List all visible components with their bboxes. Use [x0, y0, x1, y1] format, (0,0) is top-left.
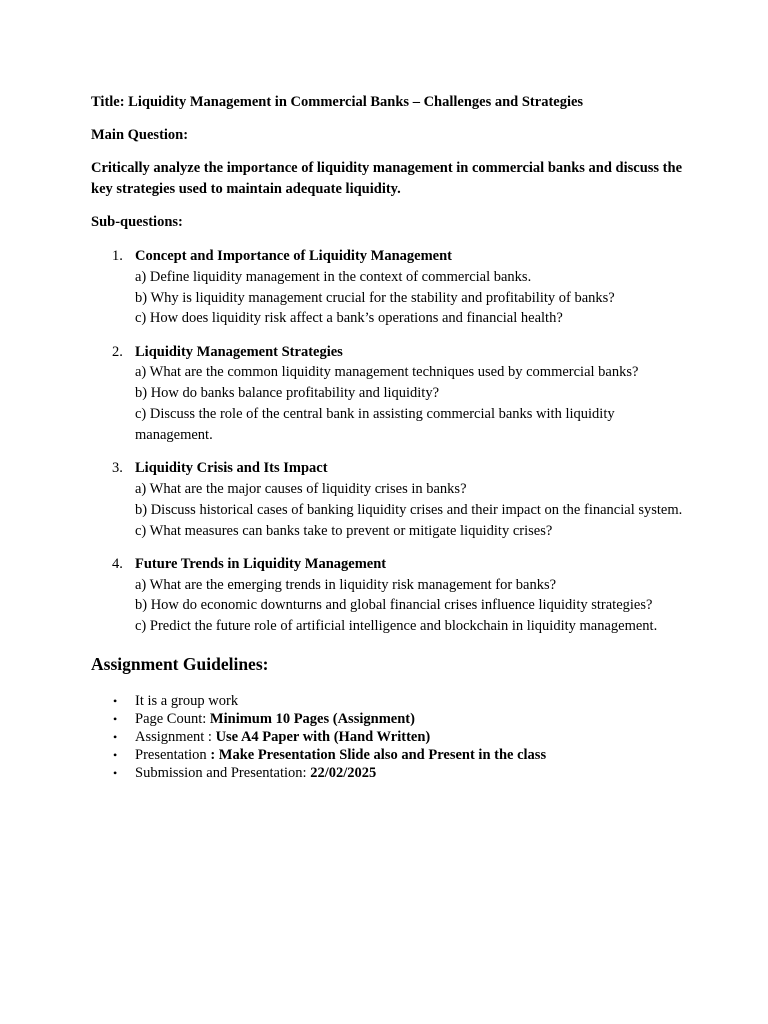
sub-question-item [91, 554, 691, 637]
main-question-text: Critically analyze the importance of liquidity management in commercial banks and discuss the key strategies used to maintain adequate liquidity. [91, 160, 683, 197]
document-page [91, 92, 691, 782]
guideline-value: Use A4 Paper with (Hand Written) [215, 729, 431, 746]
bullet-icon: • [113, 766, 118, 781]
sub-question-number: 3. [112, 460, 123, 477]
guideline-value: Minimum 10 Pages (Assignment) [209, 711, 415, 728]
sub-question-item [91, 342, 691, 446]
main-question-label: Main Question: [91, 127, 189, 143]
sub-question-part: a) What are the common liquidity management techniques used by commercial banks? [135, 364, 639, 381]
sub-question-title: Future Trends in Liquidity Management [135, 555, 387, 572]
sub-question-part: c) How does liquidity risk affect a bank’s operations and financial health? [135, 310, 563, 327]
guideline-value: : Make Presentation Slide also and Present in the class [210, 747, 547, 764]
sub-question-title: Concept and Importance of Liquidity Management [135, 248, 452, 264]
sub-question-part: b) Discuss historical cases of banking liquidity crises and their impact on the financial system. [135, 501, 683, 518]
sub-questions-list [91, 246, 691, 637]
sub-question-part: c) What measures can banks take to prevent or mitigate liquidity crises? [135, 522, 553, 539]
sub-question-part: a) What are the major causes of liquidity crises in banks? [135, 480, 467, 497]
guideline-label: It is a group work [135, 693, 239, 710]
bullet-icon: • [113, 748, 118, 763]
sub-question-part: b) How do economic downturns and global financial crises influence liquidity strategies? [135, 597, 653, 614]
bullet-icon: • [113, 730, 118, 745]
guideline-label: Page Count: [135, 711, 210, 728]
sub-question-number: 2. [112, 343, 123, 360]
sub-question-title: Liquidity Crisis and Its Impact [135, 460, 328, 477]
sub-question-part: a) What are the emerging trends in liquidity risk management for banks? [135, 576, 557, 593]
sub-question-part: b) Why is liquidity management crucial for the stability and profitability of banks? [135, 289, 615, 306]
guideline-item [91, 692, 691, 710]
guideline-value: 22/02/2025 [310, 765, 377, 782]
guideline-item [91, 710, 691, 728]
bullet-icon: • [113, 694, 118, 709]
guideline-item [91, 728, 691, 746]
document-title: Title: Liquidity Management in Commercial Banks – Challenges and Strategies [91, 94, 584, 110]
sub-question-number: 1. [112, 248, 123, 264]
assignment-guidelines-list [91, 692, 691, 782]
guideline-label: Assignment : [135, 729, 216, 746]
bullet-icon: • [113, 712, 118, 727]
sub-question-part: b) How do banks balance profitability and liquidity? [135, 385, 440, 402]
sub-question-number: 4. [112, 555, 123, 572]
guideline-label: Presentation [135, 747, 211, 764]
guideline-item [91, 746, 691, 764]
guideline-label: Submission and Presentation: [135, 765, 311, 782]
sub-question-item [91, 246, 691, 329]
sub-question-item [91, 458, 691, 541]
sub-questions-label: Sub-questions: [91, 214, 183, 230]
assignment-guidelines-heading: Assignment Guidelines: [91, 654, 269, 675]
guideline-item [91, 764, 691, 782]
sub-question-title: Liquidity Management Strategies [135, 343, 343, 360]
sub-question-part: c) Discuss the role of the central bank in assisting commercial banks with liquidity management. [135, 406, 615, 443]
sub-question-part: c) Predict the future role of artificial intelligence and blockchain in liquidity management. [135, 618, 658, 635]
sub-question-part: a) Define liquidity management in the context of commercial banks. [135, 268, 532, 285]
